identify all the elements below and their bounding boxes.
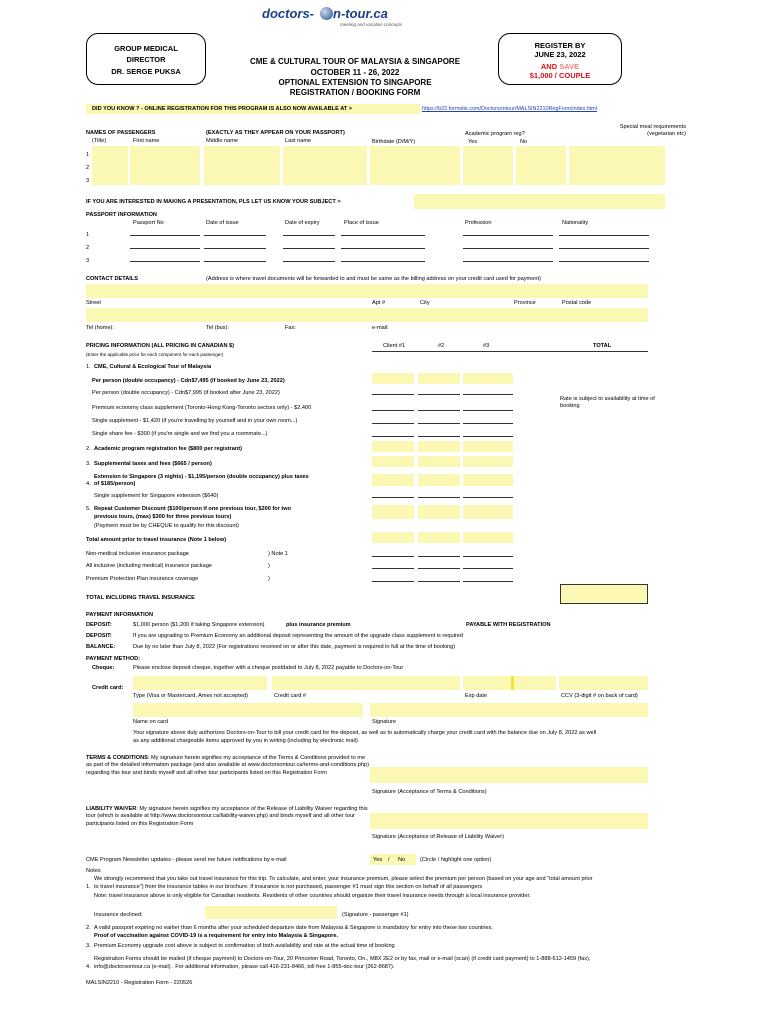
passport-field[interactable] <box>283 248 335 249</box>
tel-home-label: Tel (home): <box>86 325 114 331</box>
price-input[interactable] <box>418 497 460 498</box>
place-of-issue-label: Place of issue <box>344 220 379 226</box>
client-2-header: #2 <box>438 343 445 349</box>
passport-field[interactable] <box>204 235 266 236</box>
insurance-premium-protection: Premium Protection Plan insurance coverage <box>86 576 199 582</box>
waiver-text: : My signature herein signifies my acceptance of the Release of Liability Waiver regarding this tour (which is available at http://www.doctorsontour.ca/liability-waiver.php) and binds myself and all other tour participants listed on this Registration Form <box>86 806 368 827</box>
note-3: Premium Economy upgrade cost above is subject to confirmation of both availability and rate at the actual time of booking <box>94 943 395 949</box>
section-1-num: 1. <box>86 364 91 370</box>
price-input[interactable] <box>418 581 460 582</box>
academic-no-label: No <box>520 139 528 145</box>
group-medical-line2: DIRECTOR <box>126 55 166 64</box>
waiver-signature-field[interactable] <box>370 813 648 829</box>
insurance-non-medical: Non-medical inclusive insurance package <box>86 551 189 557</box>
authorization-text: Your signature above duly authorizes Doctors-on-Tour to bill your credit card for the deposit, as well as to automatically charge your credit card with the balance due on July 8, 2022 as well <box>133 730 597 736</box>
online-registration-link[interactable]: https://b22.formsite.com/Doctorsontour/MALSIN2210RegForm/index.html <box>422 106 597 112</box>
group-medical-line1: GROUP MEDICAL <box>114 44 178 53</box>
passenger-field[interactable] <box>283 146 367 185</box>
price-double-occupancy: Per person (double occupancy) - Cdn$7,495 (if booked by June 23, 2022) <box>92 378 285 384</box>
ccv-field[interactable] <box>559 676 648 690</box>
rate-note: Rate is subject to availability at time of booking <box>560 396 655 409</box>
newsletter-text: CME Program Newsletter updates - please send me future notifications by e-mail <box>86 857 287 863</box>
price-input[interactable] <box>418 410 460 411</box>
newsletter-yes[interactable]: Yes <box>373 857 383 863</box>
price-input[interactable] <box>372 581 414 582</box>
single-share: Single share fee - $300 (if you're single and we find you a roommate...) <box>92 431 268 437</box>
section-2-num: 2. <box>86 446 91 452</box>
price-input[interactable] <box>463 474 513 486</box>
fax-label: Fax: <box>285 325 296 331</box>
newsletter-slash: / <box>388 857 390 863</box>
cheque-label: Cheque: <box>92 665 115 671</box>
deposit2-text: If you are upgrading to Premium Economy an additional deposit representing the amount of the upgrade class supplement is required <box>133 633 463 639</box>
price-input[interactable] <box>463 436 513 437</box>
passenger-field[interactable] <box>370 146 460 185</box>
passport-field[interactable] <box>130 248 200 249</box>
insurance-paren-3: ) <box>268 576 270 582</box>
passenger-field[interactable] <box>516 146 566 185</box>
price-input[interactable] <box>418 532 460 543</box>
price-input[interactable] <box>418 505 460 519</box>
total-prior-label: Total amount prior to travel insurance (Note 1 below) <box>86 537 227 543</box>
exp-date-label: Exp date <box>465 693 488 699</box>
price-input[interactable] <box>418 556 460 557</box>
price-input[interactable] <box>372 423 414 424</box>
passport-field[interactable] <box>463 261 553 262</box>
signature-passenger-1: (Signature - passenger #1) <box>342 912 409 918</box>
presentation-label: IF YOU ARE INTERESTED IN MAKING A PRESENTATION, PLS LET US KNOW YOUR SUBJECT > <box>86 199 341 205</box>
note-2-num: 2. <box>86 925 91 931</box>
passport-field[interactable] <box>463 235 553 236</box>
price-input[interactable] <box>372 505 414 519</box>
passenger-row-2-num: 2 <box>86 165 90 171</box>
single-supplement: Single supplement - $1,420 (if you're travelling by yourself and in your own room...) <box>92 418 298 424</box>
terms-signature-label: Signature (Acceptance of Terms & Conditions) <box>372 789 487 795</box>
last-name-label: Last name <box>285 138 312 144</box>
note-1-pre: We strongly recommend that you take out travel insurance for this trip. To calculate, and enter, your insurance premium, please select the premium per person (based on your age and "total amount prior <box>94 876 593 882</box>
balance-text: Due by no later than July 8, 2022 (For registrations received on or after this date, payment is required in full at the time of booking) <box>133 644 456 650</box>
deposit2-label: DEPOSIT: <box>86 633 112 639</box>
section-3-num: 3. <box>86 461 91 467</box>
terms-title: TERMS & CONDITIONS <box>86 755 148 761</box>
total-header: TOTAL <box>593 343 612 349</box>
cc-number-label: Credit card # <box>274 693 307 699</box>
payable-with-registration: PAYABLE WITH REGISTRATION <box>466 622 551 628</box>
passport-field[interactable] <box>283 261 335 262</box>
passport-field[interactable] <box>204 261 266 262</box>
price-input[interactable] <box>418 423 460 424</box>
price-input[interactable] <box>463 394 513 395</box>
logo-text-right: n-tour.ca <box>333 6 388 21</box>
price-input[interactable] <box>463 581 513 582</box>
note-1-b: Note: travel insurance above is only eligible for Canadian residents. Residents of other countries should organize their travel insurance needs through a local insurance provider. <box>94 893 531 899</box>
terms-signature-field[interactable] <box>370 767 648 783</box>
globe-icon <box>320 7 333 20</box>
passport-field[interactable] <box>341 261 425 262</box>
profession-label: Profession <box>465 220 492 226</box>
price-input[interactable] <box>372 568 414 569</box>
names-of-passengers-label: NAMES OF PASSENGERS <box>86 130 156 136</box>
contact-note: (Address is where travel documents will be forwarded to and must be same as the billing address on your credit card used for payment) <box>206 276 541 282</box>
terms-text: : My signature herein signifies my acceptance of the Terms & Conditions provided to me as part of the detailed information package (and also available at www.doctorsontour.ca/terms-and-conditions.php) regarding this tour and binds myself and all other tour participants listed on this Registration Form <box>86 755 369 776</box>
academic-label: Academic program reg? <box>465 131 525 137</box>
passenger-field[interactable] <box>130 146 200 185</box>
price-input[interactable] <box>463 373 513 384</box>
note-4-pre: Registration Forms should be mailed (if cheque payment) to Doctors-on-Tour, 20 Princeton Road, Toronto, On., M8X 2E2 or by fax, mail or e-mail (scan) (if credit card payment) to 1-888-612-1459 (fax), <box>94 956 591 962</box>
apt-label: Apt # <box>372 300 386 306</box>
premium-economy: Premium economy class supplement (Toronto-Hong Kong-Toronto sectors only) - $2,400 <box>92 405 312 411</box>
price-input[interactable] <box>418 474 460 486</box>
email-label: e-mail: <box>372 325 389 331</box>
price-input[interactable] <box>418 568 460 569</box>
first-name-label: First name <box>133 138 160 144</box>
plus-insurance: plus insurance premium <box>286 622 351 628</box>
passport-row-2-num: 2 <box>86 245 90 251</box>
price-input[interactable] <box>372 532 414 543</box>
passport-no-label: Passport No <box>133 220 164 226</box>
passport-field[interactable] <box>559 261 649 262</box>
passenger-field[interactable] <box>92 146 128 185</box>
footer-form-id: MALSIN2210 - Registration Form - 220526 <box>86 980 193 986</box>
passenger-row-3-num: 3 <box>86 178 90 184</box>
section-5-title-a: Repeat Customer Discount ($100/person if one previous tour, $200 for two <box>94 506 292 512</box>
total-incl-insurance-label: TOTAL INCLUDING TRAVEL INSURANCE <box>86 595 195 601</box>
section-5-title-b: previous tours, (max) $300 for three previous tours) <box>94 514 232 520</box>
price-input[interactable] <box>463 441 513 452</box>
cheque-text: Please enclose deposit cheque, together with a cheque postdated to July 8, 2022 payable to Doctors-on-Tour <box>133 665 404 671</box>
total-input[interactable] <box>560 584 648 604</box>
section-4-num: 4. <box>86 481 91 487</box>
newsletter-no[interactable]: No <box>398 857 406 863</box>
passport-field[interactable] <box>559 248 649 249</box>
ccv-label: CCV (3-digit # on back of card) <box>561 693 638 699</box>
middle-name-label: Middle name <box>206 138 239 144</box>
price-double-after: Per person (double occupancy) - Cdn$7,995 (if booked after June 23, 2022) <box>92 390 280 396</box>
price-input[interactable] <box>372 441 414 452</box>
deposit-text: $1,000 person ($1,200 if taking Singapore extension) <box>133 622 265 628</box>
save-amount: $1,000 / COUPLE <box>529 71 591 80</box>
price-input[interactable] <box>463 423 513 424</box>
insurance-declined-signature[interactable] <box>205 906 337 919</box>
exp-date-field[interactable] <box>463 676 511 690</box>
tel-bus-label: Tel (bus): <box>206 325 230 331</box>
title-column-label: (Title) <box>92 138 107 144</box>
note-4: info@doctorsontour.ca (e-mail) . For additional information, please call 416-231-8466, toll free 1-855-doc-tour (362-8687). <box>94 964 395 970</box>
city-label: City <box>420 300 430 306</box>
and-save-text <box>498 62 622 71</box>
name-on-card-field[interactable] <box>133 703 363 717</box>
title-line3: OPTIONAL EXTENSION TO SINGAPORE <box>278 78 432 87</box>
save-text: SAVE <box>559 62 580 71</box>
logo-text-left: doctors- <box>262 6 314 21</box>
cc-signature-field[interactable] <box>370 703 648 717</box>
payment-title: PAYMENT INFORMATION <box>86 612 154 618</box>
street-field[interactable] <box>86 284 648 298</box>
authorization-text-2: as any additional chargeable items approved by you in writing (including by electronic mail) <box>133 738 358 744</box>
passport-field[interactable] <box>463 248 553 249</box>
insurance-all-inclusive: All inclusive (including medical) insurance package <box>86 563 212 569</box>
date-of-expiry-label: Date of expiry <box>285 220 320 226</box>
price-input[interactable] <box>463 505 513 519</box>
section-1-title: CME, Cultural & Ecological Tour of Malaysia <box>94 364 212 370</box>
price-input[interactable] <box>372 394 414 395</box>
price-input[interactable] <box>463 568 513 569</box>
price-input[interactable] <box>418 456 460 467</box>
exp-date-field-2[interactable] <box>514 676 556 690</box>
price-input[interactable] <box>418 441 460 452</box>
passport-field[interactable] <box>559 235 649 236</box>
price-input[interactable] <box>372 436 414 437</box>
terms-paragraph <box>86 755 371 777</box>
passenger-field[interactable] <box>204 146 280 185</box>
note-1-num: 1. <box>86 884 91 890</box>
passport-field[interactable] <box>283 235 335 236</box>
price-input[interactable] <box>372 456 414 467</box>
passenger-field[interactable] <box>569 146 665 185</box>
passport-row-1-num: 1 <box>86 232 90 238</box>
newsletter-circle-note: (Circle / highlight one option) <box>420 857 492 863</box>
deposit-label: DEPOSIT: <box>86 622 112 628</box>
section-2-title: Academic program registration fee ($800 per registrant) <box>94 446 242 452</box>
price-input[interactable] <box>372 373 414 384</box>
name-on-card-label: Name on card <box>133 719 169 725</box>
pricing-enter-note: (Enter the applicable price for each component for each passenger) <box>86 352 224 357</box>
section-4-title-b: of $185/person) <box>94 481 136 487</box>
title-line1: CME & CULTURAL TOUR OF MALAYSIA & SINGAPORE <box>249 57 461 66</box>
logo-tagline: meeting and vacation concepts <box>340 22 403 27</box>
street-label: Street <box>86 300 101 306</box>
note-4-num: 4. <box>86 964 91 970</box>
province-label: Province <box>514 300 536 306</box>
price-input[interactable] <box>372 556 414 557</box>
pricing-title: PRICING INFORMATION (ALL PRICING IN CANADIAN $) <box>86 343 235 349</box>
price-input[interactable] <box>463 532 513 543</box>
single-singapore: Single supplement for Singapore extension ($640) <box>94 493 219 499</box>
passport-field[interactable] <box>130 235 200 236</box>
date-of-issue-label: Date of issue <box>206 220 239 226</box>
title-line2: OCTOBER 11 - 26, 2022 <box>310 68 400 77</box>
logo <box>262 6 422 30</box>
passport-title: PASSPORT INFORMATION <box>86 212 157 218</box>
insurance-declined-label: Insurance declined: <box>94 912 143 918</box>
waiver-paragraph <box>86 806 371 828</box>
passport-field[interactable] <box>341 235 425 236</box>
section-5-note: (Payment must be by CHEQUE to qualify for this discount) <box>94 523 239 529</box>
notes-title: Notes <box>86 868 101 874</box>
special-meal-label-2: (vegetarian etc) <box>647 131 686 137</box>
client-3-header: #3 <box>483 343 490 349</box>
and-text: AND <box>540 62 560 71</box>
section-3-title: Supplemental taxes and fees ($665 / person) <box>94 461 212 467</box>
client-1-header: Client #1 <box>383 343 406 349</box>
note-2b: Proof of vaccination against COVID-19 is a requirement for entry into Malaysia & Singapore. <box>94 933 339 939</box>
did-you-know-text: DID YOU KNOW ? - ONLINE REGISTRATION FOR THIS PROGRAM IS ALSO NOW AVAILABLE AT > <box>92 106 353 112</box>
credit-card-label: Credit card: <box>92 685 124 691</box>
passenger-row-1-num: 1 <box>86 152 90 158</box>
price-input[interactable] <box>463 456 513 467</box>
note-2: A valid passport expiring no earlier than 6 months after your scheduled departure date from Malaysia & Singapore is mandatory for entry into these two countries. <box>94 925 493 931</box>
section-5-num: 5. <box>86 506 91 512</box>
passport-field[interactable] <box>204 248 266 249</box>
price-input[interactable] <box>463 556 513 557</box>
postal-code-label: Postal code <box>562 300 592 306</box>
director-name: DR. SERGE PUKSA <box>111 67 181 76</box>
cc-number-field[interactable] <box>272 676 460 690</box>
price-input[interactable] <box>418 436 460 437</box>
title-line4: REGISTRATION / BOOKING FORM <box>289 88 421 97</box>
passport-row-3-num: 3 <box>86 258 90 264</box>
insurance-note-1: ) Note 1 <box>268 551 288 557</box>
nationality-label: Nationality <box>562 220 589 226</box>
price-input[interactable] <box>372 474 414 486</box>
price-input[interactable] <box>372 497 414 498</box>
register-by-date: JUNE 23, 2022 <box>534 50 586 59</box>
cc-signature-label: Signature <box>372 719 396 725</box>
contact-title: CONTACT DETAILS <box>86 276 138 282</box>
note-1-a: to travel insurance") from the insurance tables in our brochure. If insurance is not purchased, passenger #1 must sign this section on behalf of all passengers <box>94 884 483 890</box>
birthdate-label: Birthdate (D/M/Y) <box>372 139 416 145</box>
passport-field[interactable] <box>130 261 200 262</box>
price-input[interactable] <box>372 410 414 411</box>
exactly-label: (EXACTLY AS THEY APPEAR ON YOUR PASSPORT) <box>206 130 345 136</box>
passport-field[interactable] <box>341 248 425 249</box>
balance-label: BALANCE: <box>86 644 116 650</box>
payment-method-label: PAYMENT METHOD: <box>86 656 141 662</box>
waiver-signature-label: Signature (Acceptance of Release of Liability Waiver) <box>372 834 504 840</box>
phone-email-field[interactable] <box>86 308 648 322</box>
pricing-header-rule <box>372 351 648 352</box>
presentation-field[interactable] <box>414 194 665 209</box>
price-input[interactable] <box>463 497 513 498</box>
passenger-field[interactable] <box>463 146 513 185</box>
note-3-num: 3. <box>86 943 91 949</box>
price-input[interactable] <box>418 373 460 384</box>
register-by-line1: REGISTER BY <box>534 41 586 50</box>
cc-type-label: Type (Visa or Mastercard, Amex not accepted) <box>133 693 248 699</box>
price-input[interactable] <box>418 394 460 395</box>
cc-type-field[interactable] <box>133 676 267 690</box>
section-4-title-a: Extension to Singapore (3 nights) - $1,195/person (double occupancy) plus taxes <box>94 474 309 480</box>
special-meal-label-1: Special meal requirements <box>619 124 686 130</box>
waiver-title: LIABILITY WAIVER <box>86 806 137 812</box>
insurance-paren-2: ) <box>268 563 270 569</box>
price-input[interactable] <box>463 410 513 411</box>
academic-yes-label: Yes <box>468 139 478 145</box>
